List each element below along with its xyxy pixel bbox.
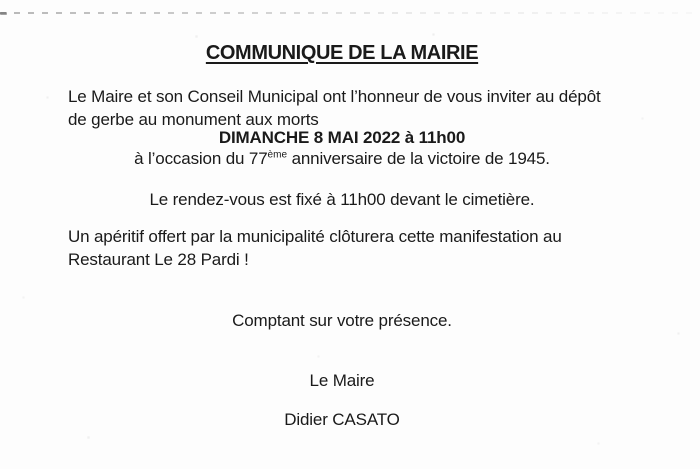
aperitif-paragraph xyxy=(68,225,562,271)
closing-line: Comptant sur votre présence. xyxy=(232,311,452,330)
scan-noise-specks xyxy=(0,0,1,1)
document-title: COMMUNIQUE DE LA MAIRIE xyxy=(205,42,479,64)
invitation-line-2: de gerbe au monument aux morts xyxy=(68,110,319,129)
event-date-line: DIMANCHE 8 MAI 2022 à 11h00 xyxy=(218,128,466,147)
occasion-ordinal-superscript: ème xyxy=(267,149,287,161)
aperitif-line-2: Restaurant Le 28 Pardi ! xyxy=(68,250,249,269)
signature-role: Le Maire xyxy=(309,371,375,390)
occasion-text-prefix: à l’occasion du 77 xyxy=(134,149,268,168)
occasion-text-suffix: anniversaire de la victoire de 1945. xyxy=(287,149,550,168)
occasion-line xyxy=(0,147,684,170)
scanner-artifact-streak xyxy=(0,12,700,14)
invitation-line-1: Le Maire et son Conseil Municipal ont l’honneur de vous inviter au dépôt xyxy=(68,87,601,106)
scanner-artifact-tick xyxy=(0,12,7,15)
aperitif-line-1: Un apéritif offert par la municipalité clôturera cette manifestation au xyxy=(68,227,562,246)
invitation-paragraph xyxy=(68,85,601,131)
rendezvous-line: Le rendez-vous est fixé à 11h00 devant le cimetière. xyxy=(149,190,535,209)
signature-name: Didier CASATO xyxy=(284,410,400,429)
